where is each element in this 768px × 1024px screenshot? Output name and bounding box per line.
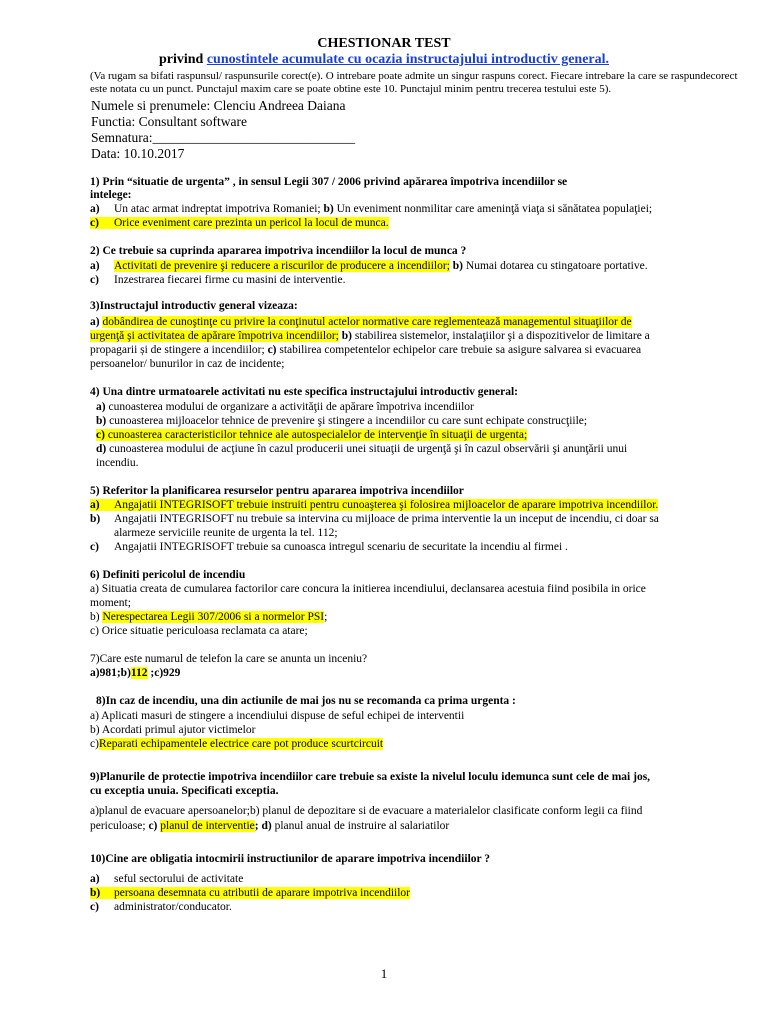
- option-text: cunoasterea caracteristicilor tehnice ale autospecialelor de intervenţie în situaţii de urgenta;: [107, 429, 528, 441]
- question-3-line-1: [90, 316, 632, 328]
- option-label: a): [96, 401, 106, 413]
- option-label: b): [90, 611, 100, 623]
- selected-answer-highlight: Activitati de prevenire şi reducere a riscurilor de producere a incendiilor;: [114, 260, 450, 272]
- option-text: Un atac armat indreptat impotriva Romaniei;: [114, 203, 321, 215]
- option-text: seful sectorului de activitate: [114, 873, 244, 885]
- option-label: c): [90, 541, 99, 553]
- option-label: b): [96, 415, 107, 427]
- option-label: c): [90, 217, 99, 229]
- question-10-option-b: [90, 887, 410, 899]
- option-label: b): [452, 260, 464, 272]
- document-title: CHESTIONAR TEST: [317, 36, 451, 51]
- option-label: a): [90, 873, 100, 885]
- option-label: b): [90, 887, 101, 899]
- question-9-text-cont: cu exceptia unuia. Specificati exceptia.: [90, 785, 279, 797]
- option-text: propagarii și de stingere a incendiilor;: [90, 344, 265, 356]
- selected-answer-highlight: [90, 499, 658, 511]
- option-label: d): [96, 443, 107, 455]
- question-8-text: 8)In caz de incendiu, una din actiunile de mai jos nu se recomanda ca prima urgenta :: [96, 695, 516, 707]
- option-label: c): [96, 429, 105, 441]
- selected-answer-highlight: [90, 217, 389, 229]
- instructions-text: (Va rugam sa bifati raspunsul/ raspunsurile corect(e). O intrebare poate admite un singur raspuns corect. Fiecare intrebare la care se raspundecorect este notata cu un punct. Punctajul maxim care se poate obtine este 10. Punctajul minim pentru trecerea testului este 5).: [90, 70, 738, 95]
- subtitle-prefix: privind: [158, 52, 204, 67]
- option-text: Orice eveniment care prezinta un pericol la locul de munca.: [114, 217, 389, 229]
- selected-answer-highlight: Nerespectarea Legii 307/2006 si a normelor PSI: [102, 611, 325, 623]
- signature-field: Semnatura:______________________________: [91, 130, 355, 145]
- option-label: c): [90, 901, 99, 913]
- option-text: Numai dotarea cu stingatoare portative.: [465, 260, 648, 272]
- option-text: persoana desemnata cu atributii de aparare impotriva incendiilor: [114, 887, 411, 899]
- option-text: Inzestrarea fiecarei firme cu masini de interventie.: [114, 274, 346, 286]
- option-text: a)981;: [90, 667, 121, 679]
- option-label: b): [323, 203, 334, 215]
- question-4-option-c: [96, 429, 527, 441]
- option-label: c): [148, 820, 158, 832]
- question-2-option-a: [90, 260, 648, 272]
- option-label: b): [341, 330, 352, 342]
- question-1-text: 1) Prin “situatie de urgenta” , in sensul Legii 307 / 2006 privind apărarea împotriva incendiilor se: [90, 176, 568, 188]
- question-9-line-1: a)planul de evacuare apersoanelor;b) planul de depozitare si de evacuare a materialelor clasificate conform legii ca fiind: [90, 805, 643, 817]
- question-2-option-c: [90, 274, 345, 286]
- question-2-text: 2) Ce trebuie sa cuprinda apararea impotriva incendiilor la locul de munca ?: [90, 245, 467, 257]
- option-label: a): [90, 203, 100, 215]
- question-1-option-c: [90, 217, 389, 229]
- question-5-text: 5) Referitor la planificarea resurselor pentru apararea impotriva incendiilor: [90, 485, 464, 497]
- selected-answer-highlight: 112: [130, 667, 148, 679]
- question-6-option-c: c) Orice situatie periculoasa reclamata ca atare;: [90, 625, 308, 637]
- question-3-text: 3)Instructajul introductiv general vizeaza:: [90, 300, 298, 312]
- option-text: cunoasterea mijloacelor tehnice de prevenire şi stingere a incendiilor cu care sunt echipate construcţiile;: [109, 415, 588, 427]
- question-6-option-a-cont: moment;: [90, 597, 131, 609]
- name-field: Numele si prenumele: Clenciu Andreea Daiana: [91, 98, 346, 113]
- question-3-line-2: [90, 330, 650, 342]
- option-text: ;c)929: [147, 667, 181, 679]
- selected-answer-highlight: [96, 429, 527, 441]
- question-8-option-a: a) Aplicati masuri de stingere a incendiului dispuse de seful echipei de interventii: [90, 710, 465, 722]
- option-text: stabilirea competentelor echipelor care trebuie sa asigure salvarea si evacuarea: [279, 344, 642, 356]
- question-7-text: 7)Care este numarul de telefon la care se anunta un inceniu?: [90, 653, 368, 665]
- option-text: Angajatii INTEGRISOFT trebuie sa cunoasca intregul scenariu de securitate la incendiu al firmei .: [114, 541, 568, 553]
- question-4-text: 4) Una dintre urmatoarele activitati nu este specifica instructajului introductiv general:: [90, 386, 519, 398]
- question-4-option-b: [96, 415, 587, 427]
- question-5-option-b-cont: alarmeze serviciile reunite de urgenta la tel. 112;: [114, 527, 338, 539]
- question-10-option-a: [90, 873, 243, 885]
- question-9-line-2: [90, 820, 449, 832]
- question-1-option-a: [90, 203, 652, 215]
- question-5-option-c: [90, 541, 568, 553]
- option-label: c): [90, 274, 99, 286]
- question-6-option-a: a) Situatia creata de cumularea factorilor care concura la initierea incendiului, declansarea acestuia fiind posibila in orice: [90, 583, 646, 595]
- question-7-options: [90, 667, 180, 679]
- selected-answer-highlight: dobândirea de cunoştinţe cu privire la conţinutul actelor normative care reglementează managementul situaţiilor de: [102, 316, 632, 328]
- question-10-text: 10)Cine are obligatia intocmirii instructiunilor de aparare impotriva incendiilor ?: [90, 853, 491, 865]
- question-3-line-3: [90, 344, 641, 356]
- question-6-option-b: [90, 611, 327, 623]
- subtitle-link[interactable]: cunostintele acumulate cu ocazia instructajului introductiv general.: [206, 52, 610, 67]
- option-label: b): [90, 513, 101, 525]
- option-label: b): [120, 667, 131, 679]
- question-3-line-4: persoanelor/ bunurilor in caz de incidente;: [90, 358, 285, 370]
- option-text: planul anual de instruire al salariatilor: [274, 820, 450, 832]
- question-4-option-d: [96, 443, 627, 455]
- option-text: Angajatii INTEGRISOFT nu trebuie sa intervina cu mijloace de prima interventie la un inceput de incendiu, ci doar sa: [114, 513, 659, 525]
- option-text: periculoase;: [90, 820, 146, 832]
- question-8-option-b: b) Acordati primul ajutor victimelor: [90, 724, 256, 736]
- selected-answer-highlight: [90, 887, 410, 899]
- selected-answer-highlight: planul de interventie: [160, 820, 255, 832]
- question-8-option-c: [90, 738, 383, 750]
- option-label: c): [90, 738, 99, 750]
- function-field: Functia: Consultant software: [91, 114, 247, 129]
- option-label: a): [90, 260, 100, 272]
- document-subtitle: [0, 52, 768, 68]
- selected-answer-highlight: Reparati echipamentele electrice care pot produce scurtcircuit: [98, 738, 384, 750]
- question-9-text: 9)Planurile de protectie impotriva incendiilor care trebuie sa existe la nivelul loculu idemunca sunt cele de mai jos,: [90, 771, 651, 783]
- question-4-option-a: [96, 401, 474, 413]
- option-text: cunoasterea modului de acţiune în cazul producerii unei situaţii de urgenţă şi în cazul observării şi anunţării unui: [109, 443, 628, 455]
- question-4-option-d-cont: incendiu.: [96, 457, 139, 469]
- date-field: Data: 10.10.2017: [91, 146, 185, 161]
- option-label: a): [90, 316, 100, 328]
- option-text: stabilirea sistemelor, instalaţiilor şi a dispozitivelor de limitare a: [354, 330, 650, 342]
- question-5-option-b: [90, 513, 659, 525]
- page-number: 1: [380, 966, 388, 981]
- question-6-text: 6) Definiti pericolul de incendiu: [90, 569, 246, 581]
- option-text: Angajatii INTEGRISOFT trebuie instruiti pentru cunoaşterea şi folosirea mijloacelor de aparare impotriva incendiilor.: [114, 499, 659, 511]
- option-text: Un eveniment nonmilitar care ameninţă viaţa si sănătatea populaţiei;: [336, 203, 653, 215]
- question-1-text-cont: intelege:: [90, 189, 132, 201]
- selected-answer-highlight: urgenţă şi activitatea de apărare împotriva incendiilor;: [90, 330, 339, 342]
- option-label: ; d): [254, 820, 272, 832]
- option-text: cunoasterea modului de organizare a activităţii de apărare împotriva incendiilor: [108, 401, 474, 413]
- option-label: a): [90, 499, 100, 511]
- option-label: c): [267, 344, 277, 356]
- question-5-option-a: [90, 499, 658, 511]
- option-text: administrator/conducator.: [114, 901, 232, 913]
- option-text: ;: [324, 611, 328, 623]
- question-10-option-c: [90, 901, 232, 913]
